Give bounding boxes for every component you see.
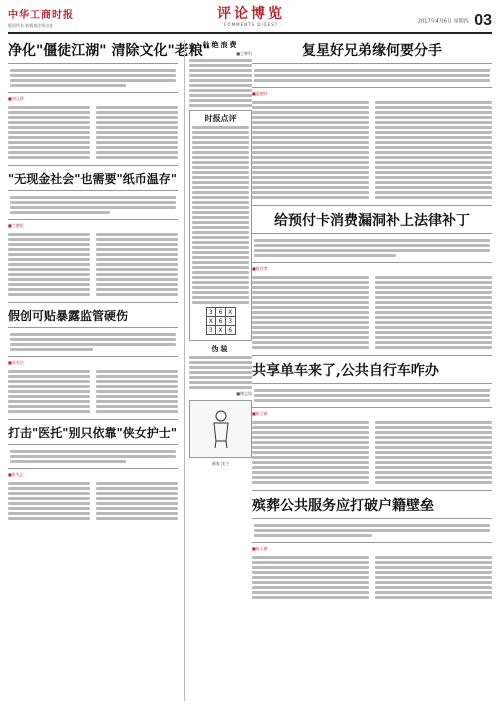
article-author: ■苏芳法 — [8, 360, 24, 365]
article-author: ■陈玉新 — [252, 546, 268, 551]
comment-box-title: 时报点评 — [204, 113, 237, 123]
cartoon-illustration — [189, 400, 252, 458]
masthead-right — [418, 12, 492, 30]
puzzle-grid — [206, 307, 236, 335]
article-lede — [8, 444, 178, 469]
article-author: ■陈卫新 — [252, 411, 268, 416]
article-lede — [252, 63, 492, 88]
grid-cell: 3 — [226, 317, 236, 326]
article-body — [8, 368, 178, 415]
article-lede — [252, 383, 492, 408]
article-body — [8, 104, 178, 161]
sidebar-title: 杜绝浪费 — [202, 40, 239, 49]
article-title: 复星好兄弟缘何要分手 — [302, 43, 442, 59]
sidebar-author: ■傅志锋 — [236, 391, 252, 396]
right-column — [252, 40, 492, 701]
article-body — [252, 554, 492, 601]
issue-date: 2017年4月6日 星期四 — [417, 18, 469, 25]
article-author: ■温德玲 — [252, 91, 268, 96]
article-title: 净化"僵徒江湖" 清除文化"老粮" — [8, 43, 211, 59]
masthead-left — [8, 6, 74, 29]
page-number: 03 — [474, 12, 492, 29]
sidebar-author: ■王牌科 — [236, 51, 252, 56]
article-title: 殡葬公共服务应打破户籍壁垒 — [252, 498, 434, 514]
grid-cell: 6 — [216, 317, 226, 326]
article-body — [252, 99, 492, 201]
article-body — [252, 419, 492, 486]
article-lede — [8, 63, 178, 93]
section-subtitle: COMMENTS DIGEST — [223, 22, 279, 27]
grid-cell: X — [226, 308, 236, 317]
article-title: 给预付卡消费漏洞补上法律补丁 — [274, 213, 470, 229]
grid-cell: X — [216, 326, 226, 335]
grid-cell: X — [207, 317, 217, 326]
article-title: "无现金社会"也需要"纸币温存" — [8, 172, 178, 186]
article-author: ■刘元珍 — [8, 96, 24, 101]
comment-box — [189, 110, 252, 341]
article-lede — [252, 518, 492, 543]
article-lede — [8, 327, 178, 357]
grid-cell: 6 — [226, 326, 236, 335]
commentary-sidebar — [184, 40, 252, 701]
article-author: ■张先正 — [8, 472, 24, 477]
article-lede — [8, 190, 178, 220]
cartoon-caption: 画家 沈宁 — [211, 461, 230, 466]
article-body — [8, 480, 178, 522]
article-author: ■兰德伦 — [8, 223, 24, 228]
paper-name: 中华工商时报 — [8, 10, 74, 21]
article-title: 假创可贴暴露监管硬伤 — [8, 309, 129, 323]
article-title: 共享单车来了,公共自行车咋办 — [252, 363, 439, 379]
section-header — [206, 6, 296, 27]
cartoon-figure-icon — [210, 409, 232, 449]
article-title: 打击"医托"别只依靠"侠女护士" — [8, 426, 178, 440]
paper-info: 版权所有 转载请注明出处 — [8, 23, 54, 28]
article-author: ■陈作者 — [252, 266, 268, 271]
article-lede — [252, 233, 492, 263]
grid-cell: 3 — [207, 308, 217, 317]
left-column — [8, 40, 252, 701]
masthead — [8, 6, 492, 34]
section-title: 评论博览 — [217, 6, 285, 22]
grid-cell: 6 — [216, 308, 226, 317]
grid-cell: 3 — [207, 326, 217, 335]
article-body — [8, 231, 178, 298]
sidebar-title: 伪装 — [211, 344, 230, 353]
article-body — [252, 274, 492, 351]
